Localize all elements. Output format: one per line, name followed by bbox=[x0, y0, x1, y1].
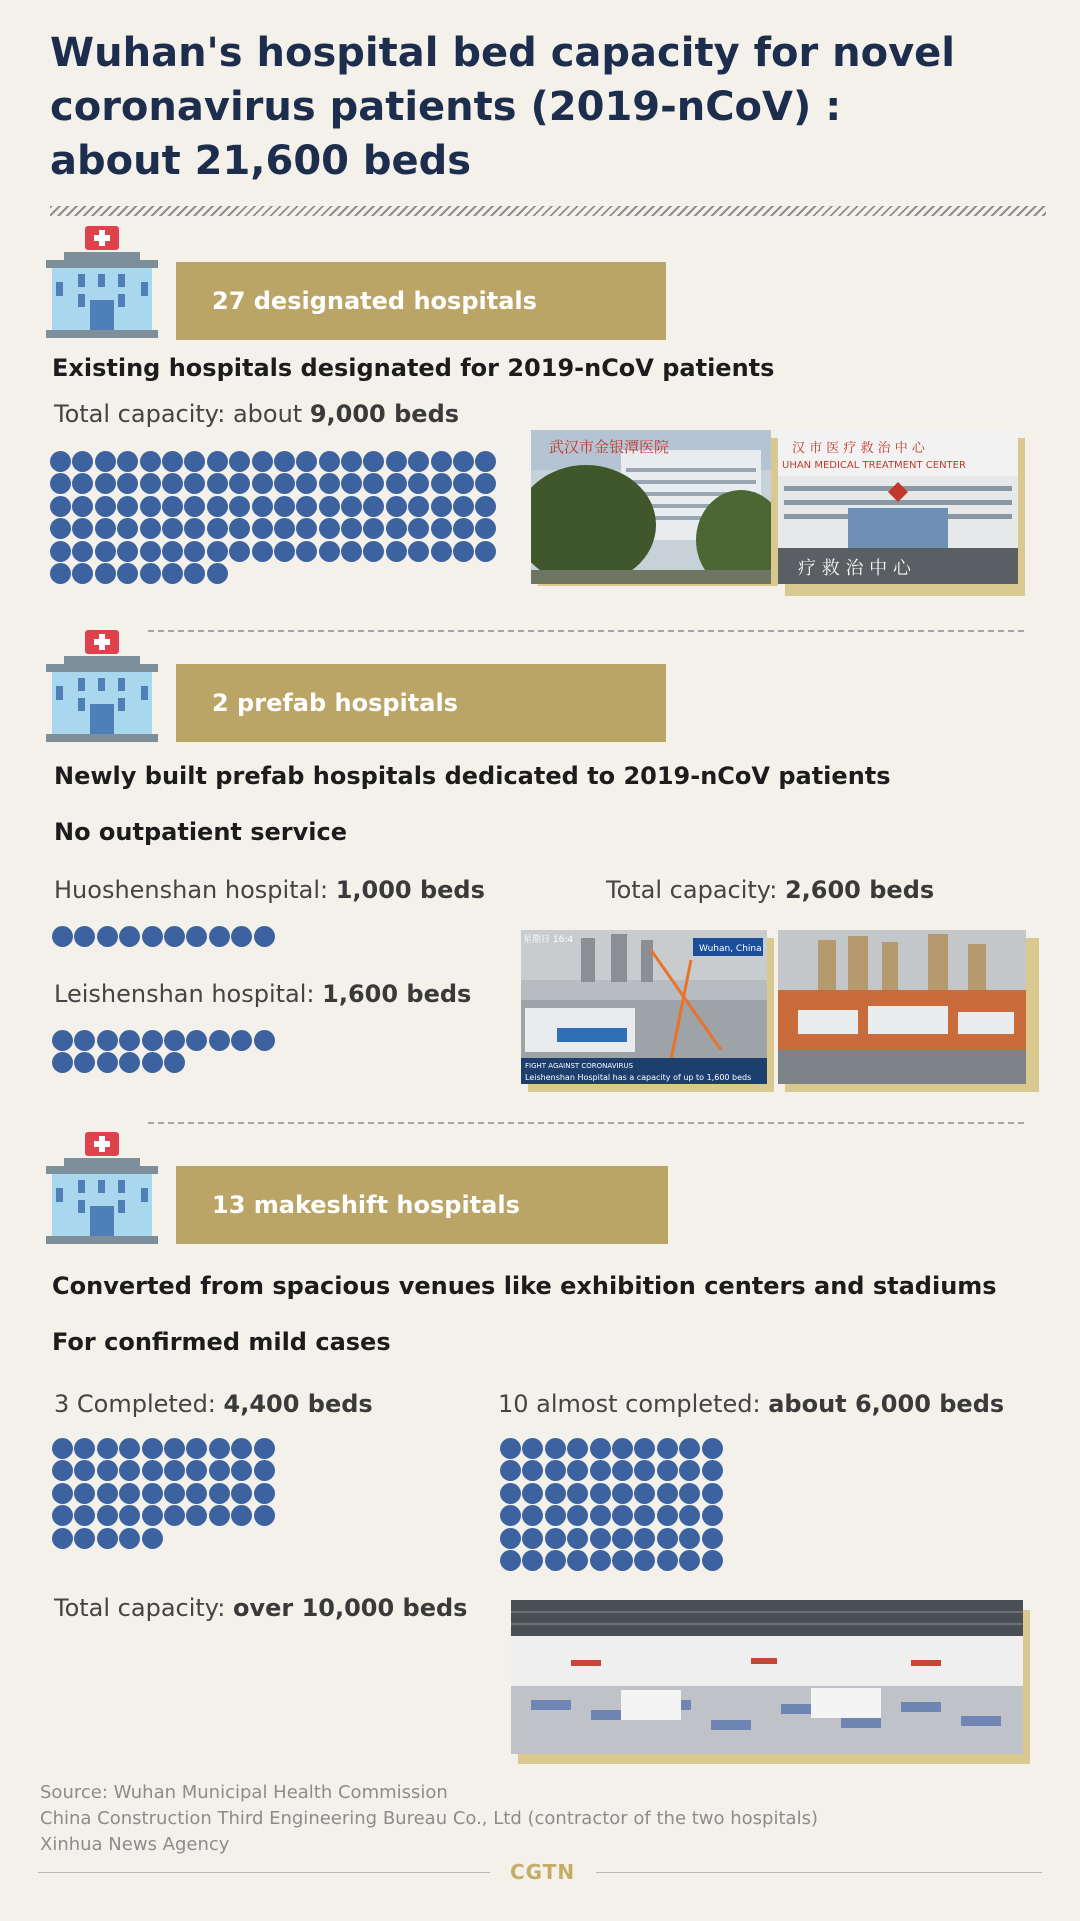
bed-dot bbox=[97, 1052, 118, 1073]
bed-dot bbox=[522, 1483, 543, 1504]
bed-dot bbox=[319, 518, 340, 539]
bed-dot bbox=[72, 563, 93, 584]
bed-dot bbox=[50, 518, 71, 539]
bed-dot bbox=[50, 541, 71, 562]
section3-capacity: Total capacity: over 10,000 beds bbox=[54, 1594, 468, 1622]
bed-dot bbox=[52, 926, 73, 947]
bed-dot bbox=[296, 541, 317, 562]
bed-dot bbox=[500, 1438, 521, 1459]
hatched-divider bbox=[50, 206, 1046, 216]
bed-dot bbox=[117, 496, 138, 517]
bed-dot bbox=[408, 451, 429, 472]
bed-dot bbox=[117, 563, 138, 584]
bed-dot bbox=[140, 473, 161, 494]
bed-dot bbox=[231, 926, 252, 947]
bed-dot bbox=[363, 473, 384, 494]
bed-dot bbox=[386, 518, 407, 539]
bed-dot bbox=[254, 1483, 275, 1504]
bed-dot bbox=[254, 1438, 275, 1459]
bed-dot bbox=[186, 1030, 207, 1051]
footer-rule-right bbox=[596, 1872, 1042, 1873]
bed-dot bbox=[679, 1550, 700, 1571]
bed-dot bbox=[590, 1438, 611, 1459]
bed-dot bbox=[162, 473, 183, 494]
bed-dot bbox=[363, 518, 384, 539]
bed-dot bbox=[274, 451, 295, 472]
bed-dot bbox=[72, 541, 93, 562]
bed-dot bbox=[363, 451, 384, 472]
bed-dot bbox=[72, 518, 93, 539]
bed-dot bbox=[142, 1460, 163, 1481]
bed-dot bbox=[545, 1460, 566, 1481]
bed-dot bbox=[142, 1505, 163, 1526]
bed-dot bbox=[252, 473, 273, 494]
bed-dot bbox=[164, 926, 185, 947]
bed-dot bbox=[296, 496, 317, 517]
bed-dot bbox=[274, 541, 295, 562]
leishenshan-label: Leishenshan hospital: 1,600 beds bbox=[54, 980, 472, 1008]
bed-dot bbox=[612, 1438, 633, 1459]
bed-dot bbox=[209, 1460, 230, 1481]
bed-dot bbox=[140, 541, 161, 562]
medical-treatment-center-photo bbox=[778, 430, 1018, 584]
bed-dot bbox=[453, 496, 474, 517]
bed-dot bbox=[95, 451, 116, 472]
bed-dot bbox=[702, 1528, 723, 1549]
footer-rule-left bbox=[38, 1872, 490, 1873]
bed-dot bbox=[231, 1483, 252, 1504]
bed-dot bbox=[50, 473, 71, 494]
almost-completed-label: 10 almost completed: about 6,000 beds bbox=[498, 1390, 1005, 1418]
svg-text:星期日 16:4: 星期日 16:4 bbox=[523, 935, 574, 945]
bed-dot bbox=[296, 518, 317, 539]
section2-subheading: No outpatient service bbox=[54, 818, 348, 846]
svg-text:Leishenshan Hospital has a cap: Leishenshan Hospital has a capacity of up to 1,600 beds bbox=[525, 1073, 752, 1082]
bed-dot bbox=[95, 473, 116, 494]
bed-dot bbox=[140, 496, 161, 517]
bed-dot bbox=[52, 1438, 73, 1459]
bed-dot bbox=[117, 518, 138, 539]
bed-dot bbox=[657, 1483, 678, 1504]
bed-dot bbox=[229, 518, 250, 539]
bed-dot bbox=[52, 1483, 73, 1504]
bed-dot bbox=[319, 473, 340, 494]
bed-dot bbox=[475, 473, 496, 494]
svg-text:汉 市 医 疗 救 治 中 心: 汉 市 医 疗 救 治 中 心 bbox=[792, 441, 925, 456]
bed-dot bbox=[184, 541, 205, 562]
bed-dot bbox=[431, 518, 452, 539]
bed-dot bbox=[341, 451, 362, 472]
bed-dot bbox=[657, 1438, 678, 1459]
bed-dot bbox=[319, 451, 340, 472]
bed-dot bbox=[184, 451, 205, 472]
bed-dot bbox=[590, 1483, 611, 1504]
completed-label: 3 Completed: 4,400 beds bbox=[54, 1390, 373, 1418]
bed-dot bbox=[209, 926, 230, 947]
bed-dot bbox=[52, 1528, 73, 1549]
huoshenshan-bed-dots bbox=[52, 926, 282, 948]
bed-dot bbox=[453, 451, 474, 472]
bed-dot bbox=[657, 1528, 678, 1549]
bed-dot bbox=[119, 1030, 140, 1051]
completed-bed-dots bbox=[52, 1438, 282, 1550]
bed-dot bbox=[119, 1483, 140, 1504]
bed-dot bbox=[97, 926, 118, 947]
bed-dot bbox=[164, 1505, 185, 1526]
hospital-icon bbox=[46, 226, 158, 338]
bed-dot bbox=[634, 1483, 655, 1504]
bed-dot bbox=[341, 518, 362, 539]
bed-dot bbox=[164, 1438, 185, 1459]
huoshenshan-construction-photo bbox=[778, 930, 1026, 1084]
title-line-2: coronavirus patients (2019-nCoV) : bbox=[50, 84, 842, 130]
bed-dot bbox=[296, 473, 317, 494]
bed-dot bbox=[231, 1438, 252, 1459]
bed-dot bbox=[209, 1483, 230, 1504]
bed-dot bbox=[431, 496, 452, 517]
bed-dot bbox=[186, 1505, 207, 1526]
bed-dot bbox=[567, 1460, 588, 1481]
bed-dot bbox=[74, 926, 95, 947]
bed-dot bbox=[162, 451, 183, 472]
bed-dot bbox=[475, 496, 496, 517]
bed-dot bbox=[119, 1505, 140, 1526]
bed-dot bbox=[117, 473, 138, 494]
bed-dot bbox=[386, 451, 407, 472]
svg-text:武汉市金银潭医院: 武汉市金银潭医院 bbox=[549, 438, 670, 456]
bed-dot bbox=[386, 473, 407, 494]
bed-dot bbox=[186, 1483, 207, 1504]
section1-capacity: Total capacity: about 9,000 beds bbox=[54, 400, 460, 428]
bed-dot bbox=[341, 473, 362, 494]
bed-dot bbox=[229, 451, 250, 472]
bed-dot bbox=[702, 1550, 723, 1571]
bed-dot bbox=[612, 1528, 633, 1549]
section2-heading: Newly built prefab hospitals dedicated to 2019-nCoV patients bbox=[54, 762, 891, 790]
bed-dot bbox=[679, 1528, 700, 1549]
bed-dot bbox=[186, 1460, 207, 1481]
bed-dot bbox=[408, 518, 429, 539]
bed-dot bbox=[117, 541, 138, 562]
bed-dot bbox=[657, 1505, 678, 1526]
bed-dot bbox=[74, 1030, 95, 1051]
bed-dot bbox=[252, 518, 273, 539]
bed-dot bbox=[500, 1550, 521, 1571]
bed-dot bbox=[296, 451, 317, 472]
bed-dot bbox=[431, 541, 452, 562]
bed-dot bbox=[254, 1460, 275, 1481]
bed-dot bbox=[229, 541, 250, 562]
bed-dot bbox=[231, 1030, 252, 1051]
bed-dot bbox=[545, 1550, 566, 1571]
bed-dot bbox=[142, 1052, 163, 1073]
bed-dot bbox=[164, 1483, 185, 1504]
bed-dot bbox=[95, 518, 116, 539]
bed-dot bbox=[634, 1460, 655, 1481]
bed-dot bbox=[119, 926, 140, 947]
bed-dot bbox=[254, 1030, 275, 1051]
hospital-icon bbox=[46, 630, 158, 742]
bed-dot bbox=[522, 1438, 543, 1459]
bed-dot bbox=[679, 1438, 700, 1459]
bed-dot bbox=[119, 1460, 140, 1481]
section3-subheading: For confirmed mild cases bbox=[52, 1328, 391, 1356]
bed-dot bbox=[72, 496, 93, 517]
bed-dot bbox=[252, 451, 273, 472]
svg-text:FIGHT AGAINST CORONAVIRUS: FIGHT AGAINST CORONAVIRUS bbox=[525, 1062, 634, 1070]
svg-text:Wuhan, China: Wuhan, China bbox=[699, 944, 762, 954]
bed-dot bbox=[97, 1030, 118, 1051]
bed-dot bbox=[142, 1528, 163, 1549]
page-title bbox=[50, 26, 1030, 188]
bed-dot bbox=[162, 496, 183, 517]
source-line-2: China Construction Third Engineering Bureau Co., Ltd (contractor of the two hospitals) bbox=[40, 1808, 818, 1829]
bed-dot bbox=[142, 1438, 163, 1459]
bed-dot bbox=[74, 1052, 95, 1073]
bed-dot bbox=[184, 518, 205, 539]
bed-dot bbox=[475, 541, 496, 562]
bed-dot bbox=[408, 496, 429, 517]
bed-dot bbox=[117, 451, 138, 472]
bed-dot bbox=[97, 1483, 118, 1504]
bed-dot bbox=[72, 451, 93, 472]
bed-dot bbox=[74, 1505, 95, 1526]
bed-dot bbox=[590, 1505, 611, 1526]
bed-dot bbox=[500, 1483, 521, 1504]
bed-dot bbox=[252, 496, 273, 517]
bed-dot bbox=[97, 1460, 118, 1481]
bed-dot bbox=[95, 496, 116, 517]
bed-dot bbox=[500, 1505, 521, 1526]
section1-bed-dots bbox=[50, 451, 502, 585]
bed-dot bbox=[119, 1438, 140, 1459]
bed-dot bbox=[184, 563, 205, 584]
bed-dot bbox=[679, 1483, 700, 1504]
source-line-1: Source: Wuhan Municipal Health Commission bbox=[40, 1782, 448, 1803]
bed-dot bbox=[254, 1505, 275, 1526]
leishenshan-bed-dots bbox=[52, 1030, 282, 1075]
jinyintan-hospital-photo bbox=[531, 430, 771, 584]
bed-dot bbox=[612, 1483, 633, 1504]
bed-dot bbox=[142, 1030, 163, 1051]
bed-dot bbox=[500, 1460, 521, 1481]
section3-banner: 13 makeshift hospitals bbox=[176, 1166, 668, 1244]
bed-dot bbox=[231, 1460, 252, 1481]
bed-dot bbox=[634, 1505, 655, 1526]
bed-dot bbox=[140, 563, 161, 584]
bed-dot bbox=[142, 1483, 163, 1504]
bed-dot bbox=[162, 563, 183, 584]
bed-dot bbox=[545, 1438, 566, 1459]
huoshenshan-label: Huoshenshan hospital: 1,000 beds bbox=[54, 876, 485, 904]
bed-dot bbox=[52, 1052, 73, 1073]
bed-dot bbox=[164, 1460, 185, 1481]
bed-dot bbox=[363, 496, 384, 517]
bed-dot bbox=[119, 1052, 140, 1073]
bed-dot bbox=[522, 1528, 543, 1549]
bed-dot bbox=[229, 496, 250, 517]
bed-dot bbox=[231, 1505, 252, 1526]
bed-dot bbox=[95, 563, 116, 584]
bed-dot bbox=[186, 926, 207, 947]
bed-dot bbox=[97, 1505, 118, 1526]
bed-dot bbox=[612, 1505, 633, 1526]
bed-dot bbox=[386, 541, 407, 562]
bed-dot bbox=[522, 1550, 543, 1571]
almost-completed-bed-dots bbox=[500, 1438, 730, 1572]
section1-banner: 27 designated hospitals bbox=[176, 262, 666, 340]
bed-dot bbox=[567, 1438, 588, 1459]
bed-dot bbox=[475, 518, 496, 539]
section2-capacity: Total capacity: 2,600 beds bbox=[606, 876, 935, 904]
bed-dot bbox=[545, 1505, 566, 1526]
bed-dot bbox=[634, 1550, 655, 1571]
bed-dot bbox=[567, 1483, 588, 1504]
bed-dot bbox=[52, 1505, 73, 1526]
bed-dot bbox=[162, 541, 183, 562]
bed-dot bbox=[431, 451, 452, 472]
bed-dot bbox=[453, 518, 474, 539]
bed-dot bbox=[702, 1483, 723, 1504]
bed-dot bbox=[657, 1460, 678, 1481]
bed-dot bbox=[657, 1550, 678, 1571]
section3-heading: Converted from spacious venues like exhibition centers and stadiums bbox=[52, 1272, 997, 1300]
bed-dot bbox=[95, 541, 116, 562]
bed-dot bbox=[252, 541, 273, 562]
bed-dot bbox=[254, 926, 275, 947]
bed-dot bbox=[319, 496, 340, 517]
bed-dot bbox=[184, 496, 205, 517]
svg-text:疗 救 治 中 心: 疗 救 治 中 心 bbox=[798, 558, 911, 579]
bed-dot bbox=[50, 496, 71, 517]
bed-dot bbox=[679, 1505, 700, 1526]
title-line-3: about 21,600 beds bbox=[50, 138, 472, 184]
bed-dot bbox=[522, 1505, 543, 1526]
bed-dot bbox=[207, 518, 228, 539]
bed-dot bbox=[142, 926, 163, 947]
bed-dot bbox=[522, 1460, 543, 1481]
bed-dot bbox=[207, 563, 228, 584]
bed-dot bbox=[363, 541, 384, 562]
bed-dot bbox=[341, 496, 362, 517]
bed-dot bbox=[209, 1438, 230, 1459]
bed-dot bbox=[209, 1505, 230, 1526]
bed-dot bbox=[274, 496, 295, 517]
bed-dot bbox=[634, 1528, 655, 1549]
bed-dot bbox=[209, 1030, 230, 1051]
bed-dot bbox=[97, 1528, 118, 1549]
bed-dot bbox=[74, 1460, 95, 1481]
bed-dot bbox=[612, 1550, 633, 1571]
svg-text:UHAN MEDICAL TREATMENT CENTER: UHAN MEDICAL TREATMENT CENTER bbox=[782, 460, 966, 471]
bed-dot bbox=[590, 1528, 611, 1549]
bed-dot bbox=[612, 1460, 633, 1481]
bed-dot bbox=[184, 473, 205, 494]
bed-dot bbox=[590, 1550, 611, 1571]
bed-dot bbox=[50, 563, 71, 584]
bed-dot bbox=[408, 473, 429, 494]
bed-dot bbox=[341, 541, 362, 562]
dashed-divider bbox=[148, 630, 1024, 632]
bed-dot bbox=[52, 1460, 73, 1481]
bed-dot bbox=[545, 1528, 566, 1549]
bed-dot bbox=[408, 541, 429, 562]
bed-dot bbox=[162, 518, 183, 539]
bed-dot bbox=[475, 451, 496, 472]
bed-dot bbox=[545, 1483, 566, 1504]
bed-dot bbox=[229, 473, 250, 494]
bed-dot bbox=[72, 473, 93, 494]
source-notes bbox=[40, 1780, 818, 1858]
bed-dot bbox=[140, 518, 161, 539]
bed-dot bbox=[590, 1460, 611, 1481]
bed-dot bbox=[431, 473, 452, 494]
title-line-1: Wuhan's hospital bed capacity for novel bbox=[50, 30, 955, 76]
bed-dot bbox=[207, 473, 228, 494]
bed-dot bbox=[164, 1052, 185, 1073]
bed-dot bbox=[207, 451, 228, 472]
bed-dot bbox=[74, 1483, 95, 1504]
section1-heading: Existing hospitals designated for 2019-nCoV patients bbox=[52, 354, 775, 382]
bed-dot bbox=[386, 496, 407, 517]
bed-dot bbox=[679, 1460, 700, 1481]
bed-dot bbox=[164, 1030, 185, 1051]
bed-dot bbox=[702, 1505, 723, 1526]
bed-dot bbox=[74, 1528, 95, 1549]
bed-dot bbox=[97, 1438, 118, 1459]
hospital-icon bbox=[46, 1132, 158, 1244]
brand-logo: CGTN bbox=[510, 1860, 576, 1884]
bed-dot bbox=[500, 1528, 521, 1549]
bed-dot bbox=[74, 1438, 95, 1459]
bed-dot bbox=[702, 1460, 723, 1481]
bed-dot bbox=[119, 1528, 140, 1549]
bed-dot bbox=[702, 1438, 723, 1459]
bed-dot bbox=[207, 496, 228, 517]
bed-dot bbox=[274, 518, 295, 539]
bed-dot bbox=[634, 1438, 655, 1459]
bed-dot bbox=[50, 451, 71, 472]
leishenshan-construction-photo bbox=[521, 930, 767, 1084]
bed-dot bbox=[453, 541, 474, 562]
bed-dot bbox=[453, 473, 474, 494]
bed-dot bbox=[567, 1505, 588, 1526]
bed-dot bbox=[140, 451, 161, 472]
bed-dot bbox=[52, 1030, 73, 1051]
bed-dot bbox=[186, 1438, 207, 1459]
bed-dot bbox=[207, 541, 228, 562]
bed-dot bbox=[274, 473, 295, 494]
bed-dot bbox=[567, 1528, 588, 1549]
makeshift-hospital-photo bbox=[511, 1600, 1023, 1754]
bed-dot bbox=[567, 1550, 588, 1571]
bed-dot bbox=[319, 541, 340, 562]
source-line-3: Xinhua News Agency bbox=[40, 1834, 230, 1855]
section2-banner: 2 prefab hospitals bbox=[176, 664, 666, 742]
dashed-divider bbox=[148, 1122, 1024, 1124]
